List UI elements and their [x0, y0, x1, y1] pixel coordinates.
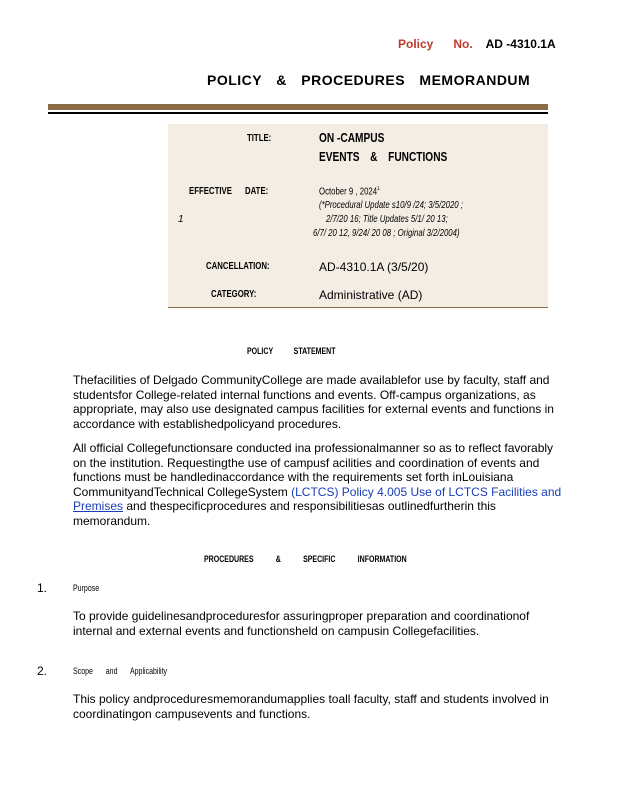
procedures-heading: PROCEDURES & SPECIFIC INFORMATION: [204, 554, 407, 564]
effective-date-label: EFFECTIVE DATE:: [189, 186, 269, 197]
effective-date-footnote-ref: 1: [377, 186, 380, 192]
section-2-body: [73, 692, 573, 721]
memo-title: POLICY & PROCEDURES MEMORANDUM: [207, 72, 531, 88]
title-line-1: ON -CAMPUS: [319, 130, 385, 145]
text-line: [73, 485, 573, 500]
policy-no-label: No.: [453, 37, 473, 51]
category-label: CATEGORY:: [211, 289, 257, 300]
policy-paragraph-1: [73, 373, 573, 431]
text-line: All official Collegefunctionsare conducted ina professionalmanner so as to reflect favorably: [73, 441, 554, 455]
text-line: accordance with establishedpolicyand procedures.: [73, 416, 342, 431]
title-line-2: EVENTS & FUNCTIONS: [319, 149, 448, 164]
effective-date: October 9 , 2024$^1$: [319, 186, 380, 198]
revision-history-line-2: 2/7/20 16; Title Updates 5/1/ 20 13;: [326, 214, 448, 225]
section-2-title: Scope and Applicability: [73, 666, 168, 676]
section-1-title: Purpose: [73, 583, 100, 593]
revision-history-line-1: (*Procedural Update s10/9 /24; 3/5/2020 ;: [319, 200, 463, 211]
text-line: on the institution. Requestingthe use of campusf acilities and coordination of events and: [73, 455, 540, 470]
policy-number-header: [398, 37, 556, 51]
cancellation-value: AD-4310.1A (3/5/20): [319, 260, 429, 274]
text-fragment: and thespecificprocedures and responsibilitiesas outlinedfurtherin this: [126, 499, 496, 513]
revision-history-line-3: 6/7/ 20 12, 9/24/ 20 08 ; Original 3/2/2004): [313, 228, 460, 239]
text-line: Thefacilities of Delgado CommunityCollege are made availablefor use by faculty, staff and: [73, 373, 550, 387]
policy-statement-heading: POLICY STATEMENT: [247, 346, 336, 356]
title-label: TITLE:: [247, 133, 272, 144]
policy-paragraph-2: [73, 441, 573, 528]
text-line: studentsfor College-related internal functions and events. Off-campus organizations, as: [73, 387, 536, 402]
header-rule-brown: [48, 104, 548, 110]
section-1-body: [73, 609, 573, 638]
cancellation-label: CANCELLATION:: [206, 261, 270, 272]
text-line: functions must be handledinaccordance with the requirements set forth inLouisiana: [73, 470, 514, 484]
text-line: This policy andproceduresmemorandumapplies toall faculty, staff and students involved in: [73, 692, 549, 706]
category-value: Administrative (AD): [319, 288, 423, 302]
footnote-marker: 1: [178, 214, 184, 225]
section-2-number: 2.: [37, 664, 48, 678]
lctcs-policy-link-continued[interactable]: Premises: [73, 499, 124, 513]
text-line: appropriate, may also use designated campus facilities for external events and functions in: [73, 402, 554, 416]
text-line: coordinatingon campusevents and functions.: [73, 706, 311, 721]
text-line: [73, 499, 573, 514]
header-rule-black: [48, 112, 548, 114]
text-line: memorandum.: [73, 513, 151, 528]
text-fragment: CommunityandTechnical CollegeSystem: [73, 484, 292, 499]
policy-number: AD -4310.1A: [485, 37, 556, 51]
section-1-number: 1.: [37, 581, 48, 595]
lctcs-policy-link[interactable]: (LCTCS) Policy 4.005 Use of LCTCS Facilities and: [291, 484, 562, 499]
text-line: To provide guidelinesandproceduresfor assuringproper preparation and coordinationof: [73, 609, 530, 623]
policy-label: Policy: [398, 37, 434, 51]
text-line: internal and external events and functionsheld on campusin Collegefacilities.: [73, 623, 480, 638]
